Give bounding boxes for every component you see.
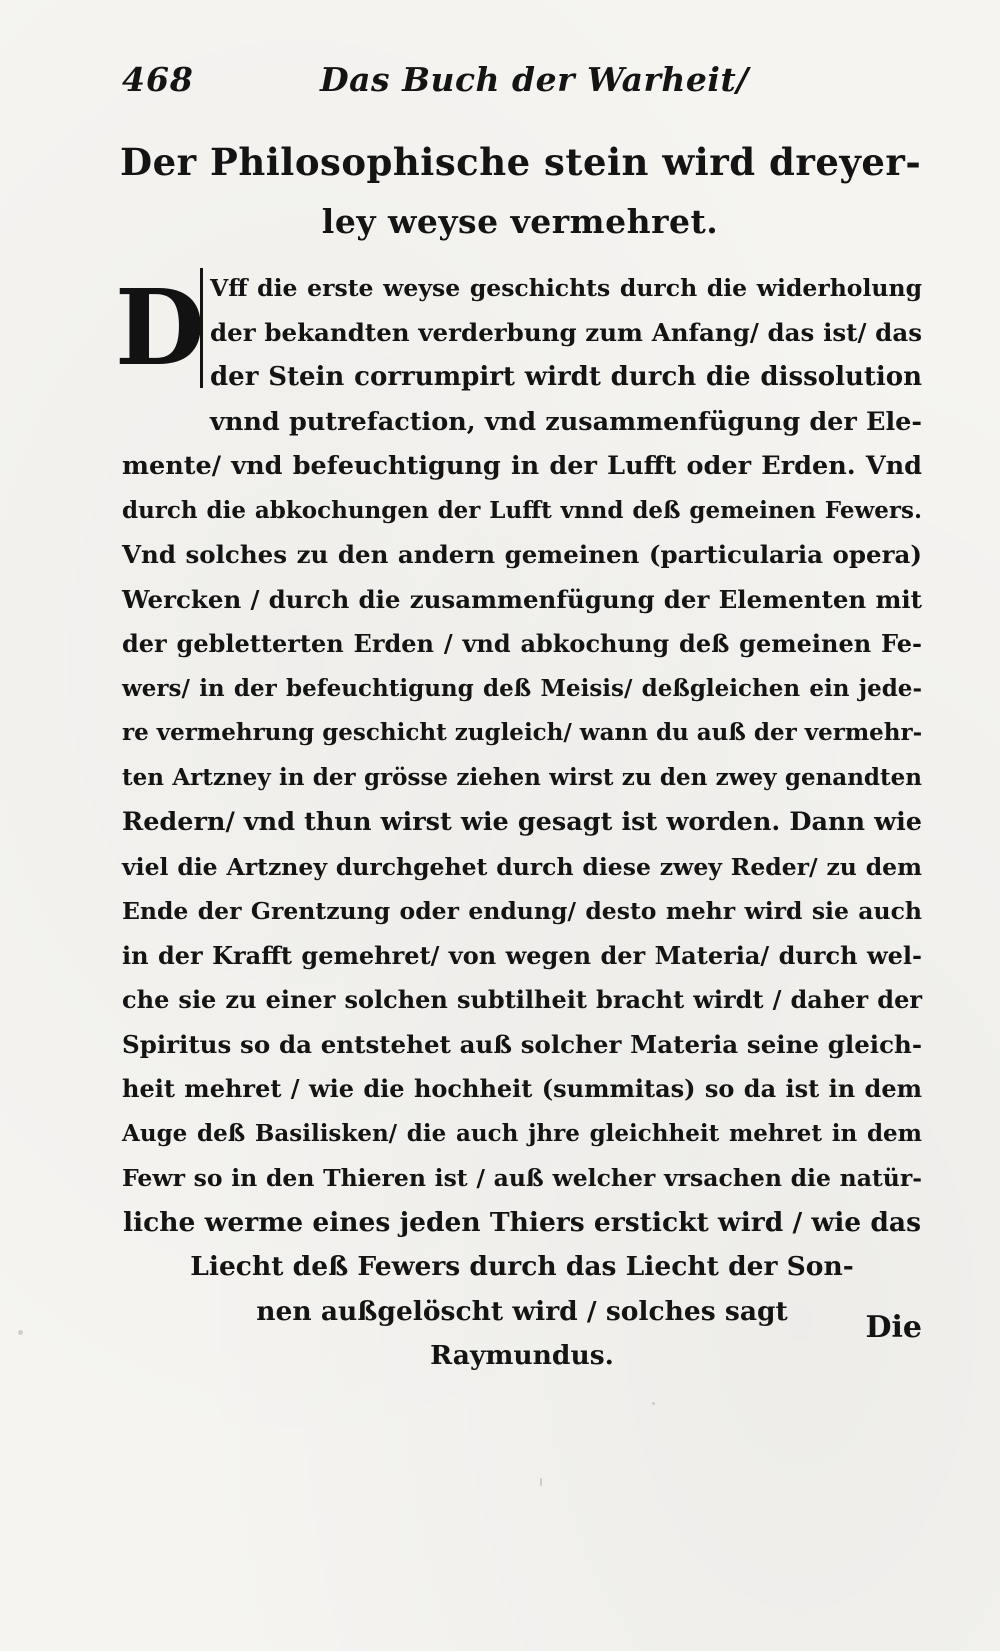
body-line: Wercken / durch die zusammenfügung der Elementen mit	[122, 584, 922, 614]
body-line: in der Krafft gemehret/ von wegen der Materia/ durch wel-	[122, 940, 922, 970]
body-line: Spiritus so da entstehet auß solcher Materia seine gleich-	[122, 1029, 922, 1059]
paper-speck	[18, 1330, 23, 1335]
body-line: vnnd putrefaction, vnd zusammenfügung der Ele-	[210, 406, 922, 437]
body-line: durch die abkochungen der Lufft vnnd deß gemeinen Fewers.	[122, 496, 922, 524]
paper-speck	[540, 1478, 542, 1486]
body-line: Fewr so in den Thieren ist / auß welcher vrsachen die natür-	[122, 1164, 922, 1192]
catchword: Die	[865, 1310, 922, 1345]
body-line: der bekandten verderbung zum Anfang/ das ist/ das	[210, 317, 922, 347]
body-line: re vermehrung geschicht zugleich/ wann du auß der vermehr-	[122, 719, 923, 746]
body-line: che sie zu einer solchen subtilheit bracht wirdt / daher der	[122, 985, 922, 1014]
body-line: nen außgelöscht wird / solches sagt	[256, 1295, 788, 1327]
body-line: viel die Artzney durchgehet durch diese zwey Reder/ zu dem	[122, 852, 922, 881]
paper-speck	[652, 1402, 655, 1405]
body-line: Raymundus.	[430, 1340, 614, 1371]
body-line: Redern/ vnd thun wirst wie gesagt ist worden. Dann wie	[122, 807, 922, 837]
body-line: Ende der Grentzung oder endung/ desto mehr wird sie auch	[122, 897, 922, 925]
body-line: ten Artzney in der grösse ziehen wirst zu den zwey genandten	[122, 763, 922, 791]
page-header	[122, 60, 762, 110]
chapter-title	[120, 132, 920, 252]
body-line: liche werme eines jeden Thiers erstickt wird / wie das	[122, 1206, 922, 1238]
body-line: Auge deß Basilisken/ die auch jhre gleichheit mehret in dem	[122, 1119, 922, 1147]
body-line: mente/ vnd befeuchtigung in der Lufft oder Erden. Vnd	[122, 451, 922, 481]
running-title: Das Buch der Warheit/	[320, 60, 749, 99]
body-line: Vff die erste weyse geschichts durch die widerholung	[210, 274, 922, 302]
body-line: der gebletterten Erden / vnd abkochung deß gemeinen Fe-	[122, 629, 922, 658]
body-text	[122, 266, 922, 1379]
page-number: 468	[122, 60, 194, 99]
body-line: der Stein corrumpirt wirdt durch die dissolution	[210, 362, 922, 392]
chapter-title-line-1: Der Philosophische stein wird dreyer-	[120, 140, 922, 184]
chapter-title-line-2: ley weyse vermehret.	[321, 202, 719, 241]
body-line: Vnd solches zu den andern gemeinen (particularia opera)	[122, 540, 922, 569]
body-line: Liecht deß Fewers durch das Liecht der Son-	[190, 1251, 854, 1282]
drop-cap-letter: D	[114, 266, 206, 389]
body-line: heit mehret / wie die hochheit (summitas) so da ist in dem	[122, 1074, 922, 1103]
body-line: wers/ in der befeuchtigung deß Meisis/ deßgleichen ein jede-	[122, 674, 922, 702]
